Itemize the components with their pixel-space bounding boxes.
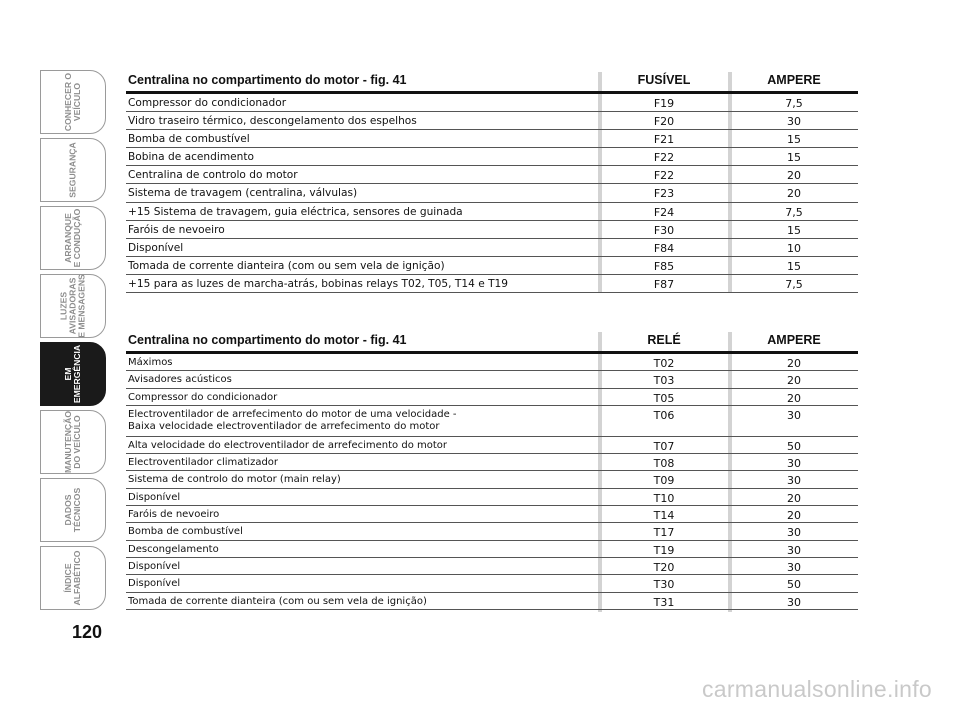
ampere-column-header: AMPERE — [767, 73, 821, 87]
row-description: Sistema de travagem (centralina, válvulas) — [128, 187, 358, 200]
table-row — [126, 203, 858, 221]
table-row — [126, 221, 858, 239]
row-code: T14 — [653, 509, 675, 523]
fuse-table — [126, 72, 858, 293]
relay-table-header — [126, 332, 858, 354]
row-description: Avisadores acústicos — [128, 374, 232, 386]
row-description: Vidro traseiro térmico, descongelamento dos espelhos — [128, 115, 417, 128]
row-ampere: 10 — [787, 241, 801, 255]
tab-manutencao-do-veiculo[interactable] — [40, 410, 106, 474]
row-ampere: 50 — [787, 439, 801, 453]
row-ampere: 15 — [787, 133, 801, 147]
tab-label: MANUTENÇÃO DO VEÍCULO — [63, 410, 82, 474]
row-code: F24 — [653, 205, 675, 219]
row-description: Alta velocidade do electroventilador de arrefecimento do motor — [128, 439, 448, 451]
tab-label: LUZES AVISADORAS E MENSAGENS — [58, 274, 87, 338]
row-description: Compressor do condicionador — [128, 391, 278, 403]
table-row — [126, 541, 858, 558]
tab-label: SEGURANÇA — [67, 142, 78, 198]
row-ampere: 30 — [787, 526, 801, 540]
row-ampere: 7,5 — [785, 97, 803, 110]
row-description: Electroventilador de arrefecimento do motor de uma velocidade - Baixa velocidade electroventilador de arrefecimento do motor — [128, 408, 457, 432]
row-code: T30 — [653, 578, 675, 592]
row-description: Disponível — [128, 560, 181, 572]
row-description: +15 Sistema de travagem, guia eléctrica, sensores de guinada — [128, 205, 463, 218]
section-tabs — [40, 70, 106, 614]
row-description: Disponível — [128, 241, 184, 254]
row-code: T05 — [653, 391, 675, 405]
row-code: T07 — [653, 439, 675, 453]
row-ampere: 30 — [787, 560, 801, 574]
watermark: carmanualsonline.info — [701, 676, 932, 702]
relay-table-title: Centralina no compartimento do motor - fig. 41 — [128, 333, 407, 347]
row-code: T19 — [653, 543, 675, 557]
tab-em-emergencia[interactable] — [40, 342, 106, 406]
table-row — [126, 437, 858, 454]
row-description: Centralina de controlo do motor — [128, 169, 298, 182]
fuse-table-body — [126, 94, 858, 293]
table-row — [126, 406, 858, 437]
row-description: Tomada de corrente dianteira (com ou sem vela de ignição) — [128, 595, 427, 607]
table-row — [126, 489, 858, 506]
row-description: Sistema de controlo do motor (main relay) — [128, 474, 341, 486]
row-code: F84 — [653, 241, 675, 255]
row-code: T06 — [653, 408, 675, 422]
row-code: F20 — [653, 115, 675, 129]
table-row — [126, 130, 858, 148]
table-row — [126, 94, 858, 112]
row-description: Faróis de nevoeiro — [128, 509, 220, 521]
row-code: T31 — [653, 595, 675, 609]
row-ampere: 20 — [787, 509, 801, 523]
relay-table — [126, 332, 858, 610]
ampere-column-header: AMPERE — [767, 333, 821, 347]
table-row — [126, 239, 858, 257]
row-description: Descongelamento — [128, 543, 219, 555]
relay-column-header: RELÉ — [647, 333, 681, 347]
row-ampere: 20 — [787, 491, 801, 505]
row-code: T20 — [653, 560, 675, 574]
row-code: F22 — [653, 169, 675, 183]
row-code: T08 — [653, 457, 675, 471]
table-row — [126, 257, 858, 275]
row-ampere: 30 — [787, 595, 801, 609]
row-description: Compressor do condicionador — [128, 97, 287, 109]
table-row — [126, 184, 858, 202]
tab-luzes-avisadoras[interactable] — [40, 274, 106, 338]
fuse-table-title: Centralina no compartimento do motor - fig. 41 — [128, 73, 407, 87]
row-ampere: 20 — [787, 374, 801, 388]
table-row — [126, 371, 858, 388]
row-code: T17 — [653, 526, 675, 540]
row-ampere: 20 — [787, 357, 801, 370]
fuse-table-header — [126, 72, 858, 94]
row-code: T03 — [653, 374, 675, 388]
row-ampere: 30 — [787, 543, 801, 557]
row-ampere: 15 — [787, 151, 801, 165]
row-code: T09 — [653, 474, 675, 488]
table-row — [126, 593, 858, 610]
row-description: Máximos — [128, 357, 173, 368]
tab-label: DADOS TÉCNICOS — [63, 487, 82, 533]
table-row — [126, 148, 858, 166]
row-description: Electroventilador climatizador — [128, 457, 279, 469]
row-code: F22 — [653, 151, 675, 165]
table-row — [126, 454, 858, 471]
tab-label: ÍNDICE ALFABÉTICO — [63, 550, 82, 606]
row-code: F30 — [653, 223, 675, 237]
tab-label: EM EMERGÊNCIA — [63, 344, 82, 404]
row-code: F19 — [653, 97, 675, 110]
row-code: T10 — [653, 491, 675, 505]
row-code: F23 — [653, 187, 675, 201]
row-description: +15 para as luzes de marcha-atrás, bobinas relays T02, T05, T14 e T19 — [128, 277, 509, 290]
row-description: Bomba de combustível — [128, 133, 250, 146]
row-code: F87 — [653, 277, 675, 291]
row-ampere: 7,5 — [785, 277, 803, 291]
row-ampere: 30 — [787, 457, 801, 471]
relay-table-body — [126, 354, 858, 610]
row-ampere: 50 — [787, 578, 801, 592]
row-ampere: 30 — [787, 408, 801, 422]
row-ampere: 15 — [787, 223, 801, 237]
tab-indice-alfabetico[interactable] — [40, 546, 106, 610]
table-row — [126, 275, 858, 293]
table-row — [126, 506, 858, 523]
tab-label: CONHECER O VEÍCULO — [63, 72, 82, 132]
page-number: 120 — [72, 622, 103, 642]
table-row — [126, 575, 858, 592]
table-row — [126, 523, 858, 540]
tab-conhecer-o-veiculo[interactable] — [40, 70, 106, 134]
table-row — [126, 166, 858, 184]
row-ampere: 30 — [787, 474, 801, 488]
row-description: Bomba de combustível — [128, 526, 243, 538]
tab-dados-tecnicos[interactable] — [40, 478, 106, 542]
row-ampere: 20 — [787, 169, 801, 183]
row-ampere: 20 — [787, 391, 801, 405]
row-ampere: 15 — [787, 259, 801, 273]
row-description: Disponível — [128, 578, 181, 590]
table-row — [126, 354, 858, 371]
row-description: Tomada de corrente dianteira (com ou sem vela de ignição) — [128, 259, 445, 272]
table-row — [126, 558, 858, 575]
row-code: T02 — [653, 357, 675, 370]
row-code: F21 — [653, 133, 675, 147]
row-ampere: 20 — [787, 187, 801, 201]
table-row — [126, 471, 858, 488]
row-code: F85 — [653, 259, 675, 273]
fuse-column-header: FUSÍVEL — [637, 73, 691, 87]
table-row — [126, 112, 858, 130]
tab-seguranca[interactable] — [40, 138, 106, 202]
row-ampere: 30 — [787, 115, 801, 129]
tab-label: ARRANQUE E CONDUÇÃO — [63, 208, 82, 268]
table-row — [126, 389, 858, 406]
row-description: Faróis de nevoeiro — [128, 223, 225, 236]
tab-arranque-e-conducao[interactable] — [40, 206, 106, 270]
row-description: Bobina de acendimento — [128, 151, 255, 164]
row-ampere: 7,5 — [785, 205, 803, 219]
row-description: Disponível — [128, 491, 181, 503]
